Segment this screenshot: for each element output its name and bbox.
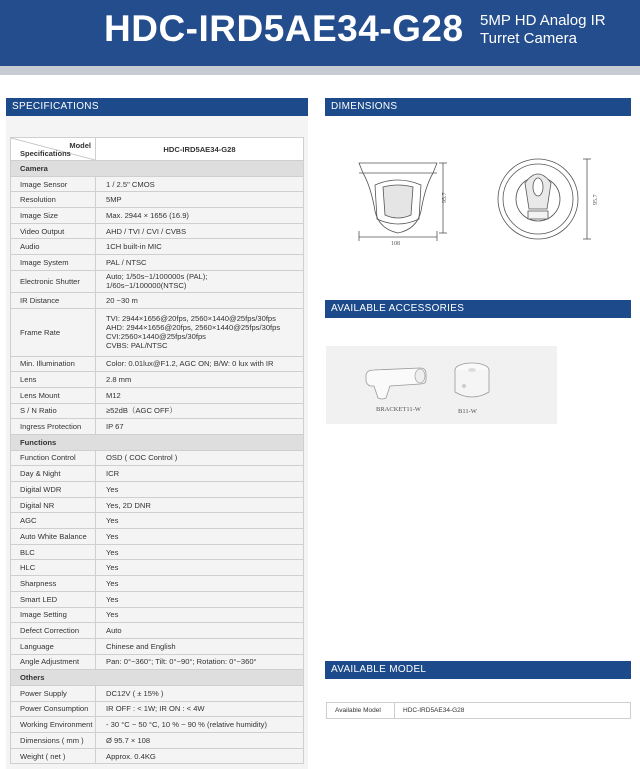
top-height-label: 95.7	[593, 194, 599, 205]
spec-value: AHD / TVI / CVI / CVBS	[96, 223, 304, 239]
spec-value: ICR	[96, 466, 304, 482]
section-title-camera: Camera	[11, 161, 304, 177]
spec-label: IR Distance	[11, 292, 96, 308]
spec-label: Lens	[11, 372, 96, 388]
spec-row-digital-nr	[11, 497, 304, 513]
spec-row-weight-net	[11, 748, 304, 764]
spec-label: Power Supply	[11, 685, 96, 701]
spec-label: Day & Night	[11, 466, 96, 482]
spec-row-image-size	[11, 208, 304, 224]
spec-row-blc	[11, 544, 304, 560]
spec-row-agc	[11, 513, 304, 529]
spec-row-smart-led	[11, 591, 304, 607]
spec-label: Smart LED	[11, 591, 96, 607]
spec-row-sharpness	[11, 576, 304, 592]
section-row-camera	[11, 161, 304, 177]
spec-table	[10, 137, 304, 764]
spec-value: IP 67	[96, 419, 304, 435]
spec-row-image-sensor	[11, 176, 304, 192]
spec-row-power-supply	[11, 685, 304, 701]
spec-row-day-night	[11, 466, 304, 482]
spec-row-lens-mount	[11, 387, 304, 403]
dimension-drawing	[325, 125, 631, 255]
spec-header-row	[11, 138, 304, 161]
spec-row-frame-rate	[11, 308, 304, 356]
spec-label: Image System	[11, 255, 96, 271]
dimensions-heading: DIMENSIONS	[325, 98, 631, 116]
spec-label: Angle Adjustment	[11, 654, 96, 670]
side-height-label: 95.7	[442, 192, 448, 203]
spec-row-image-system	[11, 255, 304, 271]
spec-label: Ingress Protection	[11, 419, 96, 435]
header-model-label: Model	[69, 141, 91, 150]
spec-row-video-output	[11, 223, 304, 239]
header-stripe	[0, 66, 640, 75]
spec-value: Approx. 0.4KG	[96, 748, 304, 764]
junction-box-icon	[452, 360, 492, 404]
spec-value: Yes, 2D DNR	[96, 497, 304, 513]
spec-label: Power Consumption	[11, 701, 96, 717]
spec-value: 2.8 mm	[96, 372, 304, 388]
spec-label: Lens Mount	[11, 387, 96, 403]
spec-row-auto-white-balance	[11, 529, 304, 545]
spec-label: Image Size	[11, 208, 96, 224]
section-title-others: Others	[11, 670, 304, 686]
spec-value: Yes	[96, 544, 304, 560]
accessory-name-bracket: BRACKET11-W	[376, 406, 421, 413]
header-specifications-label: Specifications	[20, 149, 71, 158]
spec-row-dimensions-mm	[11, 733, 304, 749]
spec-row-resolution	[11, 192, 304, 208]
spec-value: Yes	[96, 560, 304, 576]
spec-label: Digital NR	[11, 497, 96, 513]
side-view-drawing	[359, 163, 447, 241]
spec-value: Chinese and English	[96, 638, 304, 654]
spec-row-power-consumption	[11, 701, 304, 717]
accessory-name-junction-box: B11-W	[458, 408, 477, 415]
spec-value: Max. 2944 × 1656 (16.9)	[96, 208, 304, 224]
model-title: HDC-IRD5AE34-G28	[104, 8, 464, 49]
spec-row-lens	[11, 372, 304, 388]
spec-label: Auto White Balance	[11, 529, 96, 545]
spec-row-digital-wdr	[11, 482, 304, 498]
spec-value: Color: 0.01lux@F1.2, AGC ON; B/W: 0 lux with IR	[96, 356, 304, 372]
spec-value: Ø 95.7 × 108	[96, 733, 304, 749]
spec-value: Yes	[96, 513, 304, 529]
spec-row-defect-correction	[11, 623, 304, 639]
available-model-value: HDC-IRD5AE34-G28	[395, 703, 631, 719]
spec-row-hlc	[11, 560, 304, 576]
spec-value: OSD ( COC Control )	[96, 450, 304, 466]
spec-label: HLC	[11, 560, 96, 576]
subtitle-line-1: 5MP HD Analog IR	[480, 12, 606, 29]
spec-label: Min. Illumination	[11, 356, 96, 372]
spec-value: Pan: 0°~360°; Tilt: 0°~90°; Rotation: 0°~360°	[96, 654, 304, 670]
spec-header-corner	[11, 138, 96, 161]
spec-label: Language	[11, 638, 96, 654]
spec-label: Frame Rate	[11, 308, 96, 356]
spec-row-language	[11, 638, 304, 654]
spec-value: 1CH built-in MIC	[96, 239, 304, 255]
spec-label: S / N Ratio	[11, 403, 96, 419]
spec-value: 5MP	[96, 192, 304, 208]
section-row-functions	[11, 434, 304, 450]
top-view-drawing	[498, 159, 591, 239]
spec-value: DC12V ( ± 15% )	[96, 685, 304, 701]
spec-value: 1 / 2.5" CMOS	[96, 176, 304, 192]
spec-row-working-environment	[11, 717, 304, 733]
subtitle-line-2: Turret Camera	[480, 30, 577, 47]
available-model-table	[326, 702, 631, 719]
spec-label: Sharpness	[11, 576, 96, 592]
section-title-functions: Functions	[11, 434, 304, 450]
spec-label: Defect Correction	[11, 623, 96, 639]
spec-label: Audio	[11, 239, 96, 255]
spec-row-ingress-protection	[11, 419, 304, 435]
spec-value: M12	[96, 387, 304, 403]
spec-value: Yes	[96, 607, 304, 623]
side-width-label: 108	[391, 241, 400, 247]
spec-label: Image Setting	[11, 607, 96, 623]
available-model-heading: AVAILABLE MODEL	[325, 661, 631, 679]
header-model-value: HDC-IRD5AE34-G28	[96, 138, 304, 161]
spec-label: Function Control	[11, 450, 96, 466]
accessories-panel	[326, 346, 557, 424]
spec-value: - 30 °C ~ 50 °C, 10 % ~ 90 % (relative humidity)	[96, 717, 304, 733]
spec-label: AGC	[11, 513, 96, 529]
spec-label: Digital WDR	[11, 482, 96, 498]
spec-value: Auto; 1/50s~1/100000s (PAL); 1/60s~1/100000(NTSC)	[96, 270, 304, 292]
spec-value: Yes	[96, 529, 304, 545]
spec-value: IR OFF : < 1W; IR ON : < 4W	[96, 701, 304, 717]
section-row-others	[11, 670, 304, 686]
spec-value: ≥52dB（AGC OFF）	[96, 403, 304, 419]
accessories-heading: AVAILABLE ACCESSORIES	[325, 300, 631, 318]
spec-row-audio	[11, 239, 304, 255]
spec-label: Electronic Shutter	[11, 270, 96, 292]
spec-label: Image Sensor	[11, 176, 96, 192]
spec-row-function-control	[11, 450, 304, 466]
spec-row-electronic-shutter	[11, 270, 304, 292]
spec-value: Auto	[96, 623, 304, 639]
available-model-label: Available Model	[327, 703, 395, 719]
wall-bracket-icon	[360, 362, 430, 402]
spec-label: BLC	[11, 544, 96, 560]
spec-row-s-n-ratio	[11, 403, 304, 419]
spec-row-angle-adjustment	[11, 654, 304, 670]
spec-label: Resolution	[11, 192, 96, 208]
spec-label: Weight ( net )	[11, 748, 96, 764]
product-subtitle	[480, 12, 606, 48]
specifications-heading: SPECIFICATIONS	[6, 98, 308, 116]
spec-value: PAL / NTSC	[96, 255, 304, 271]
spec-value: Yes	[96, 482, 304, 498]
spec-value: TVI: 2944×1656@20fps, 2560×1440@25fps/30fps AHD: 2944×1656@20fps, 2560×1440@25fps/30fps CVI:2560×1440@25fps/30fps CVBS: PAL/NTSC	[96, 308, 304, 356]
spec-label: Video Output	[11, 223, 96, 239]
spec-value: Yes	[96, 576, 304, 592]
spec-value: Yes	[96, 591, 304, 607]
spec-value: 20 ~30 m	[96, 292, 304, 308]
spec-label: Working Environment	[11, 717, 96, 733]
spec-label: Dimensions ( mm )	[11, 733, 96, 749]
spec-row-min-illumination	[11, 356, 304, 372]
available-model-row	[327, 703, 631, 719]
spec-row-ir-distance	[11, 292, 304, 308]
spec-row-image-setting	[11, 607, 304, 623]
